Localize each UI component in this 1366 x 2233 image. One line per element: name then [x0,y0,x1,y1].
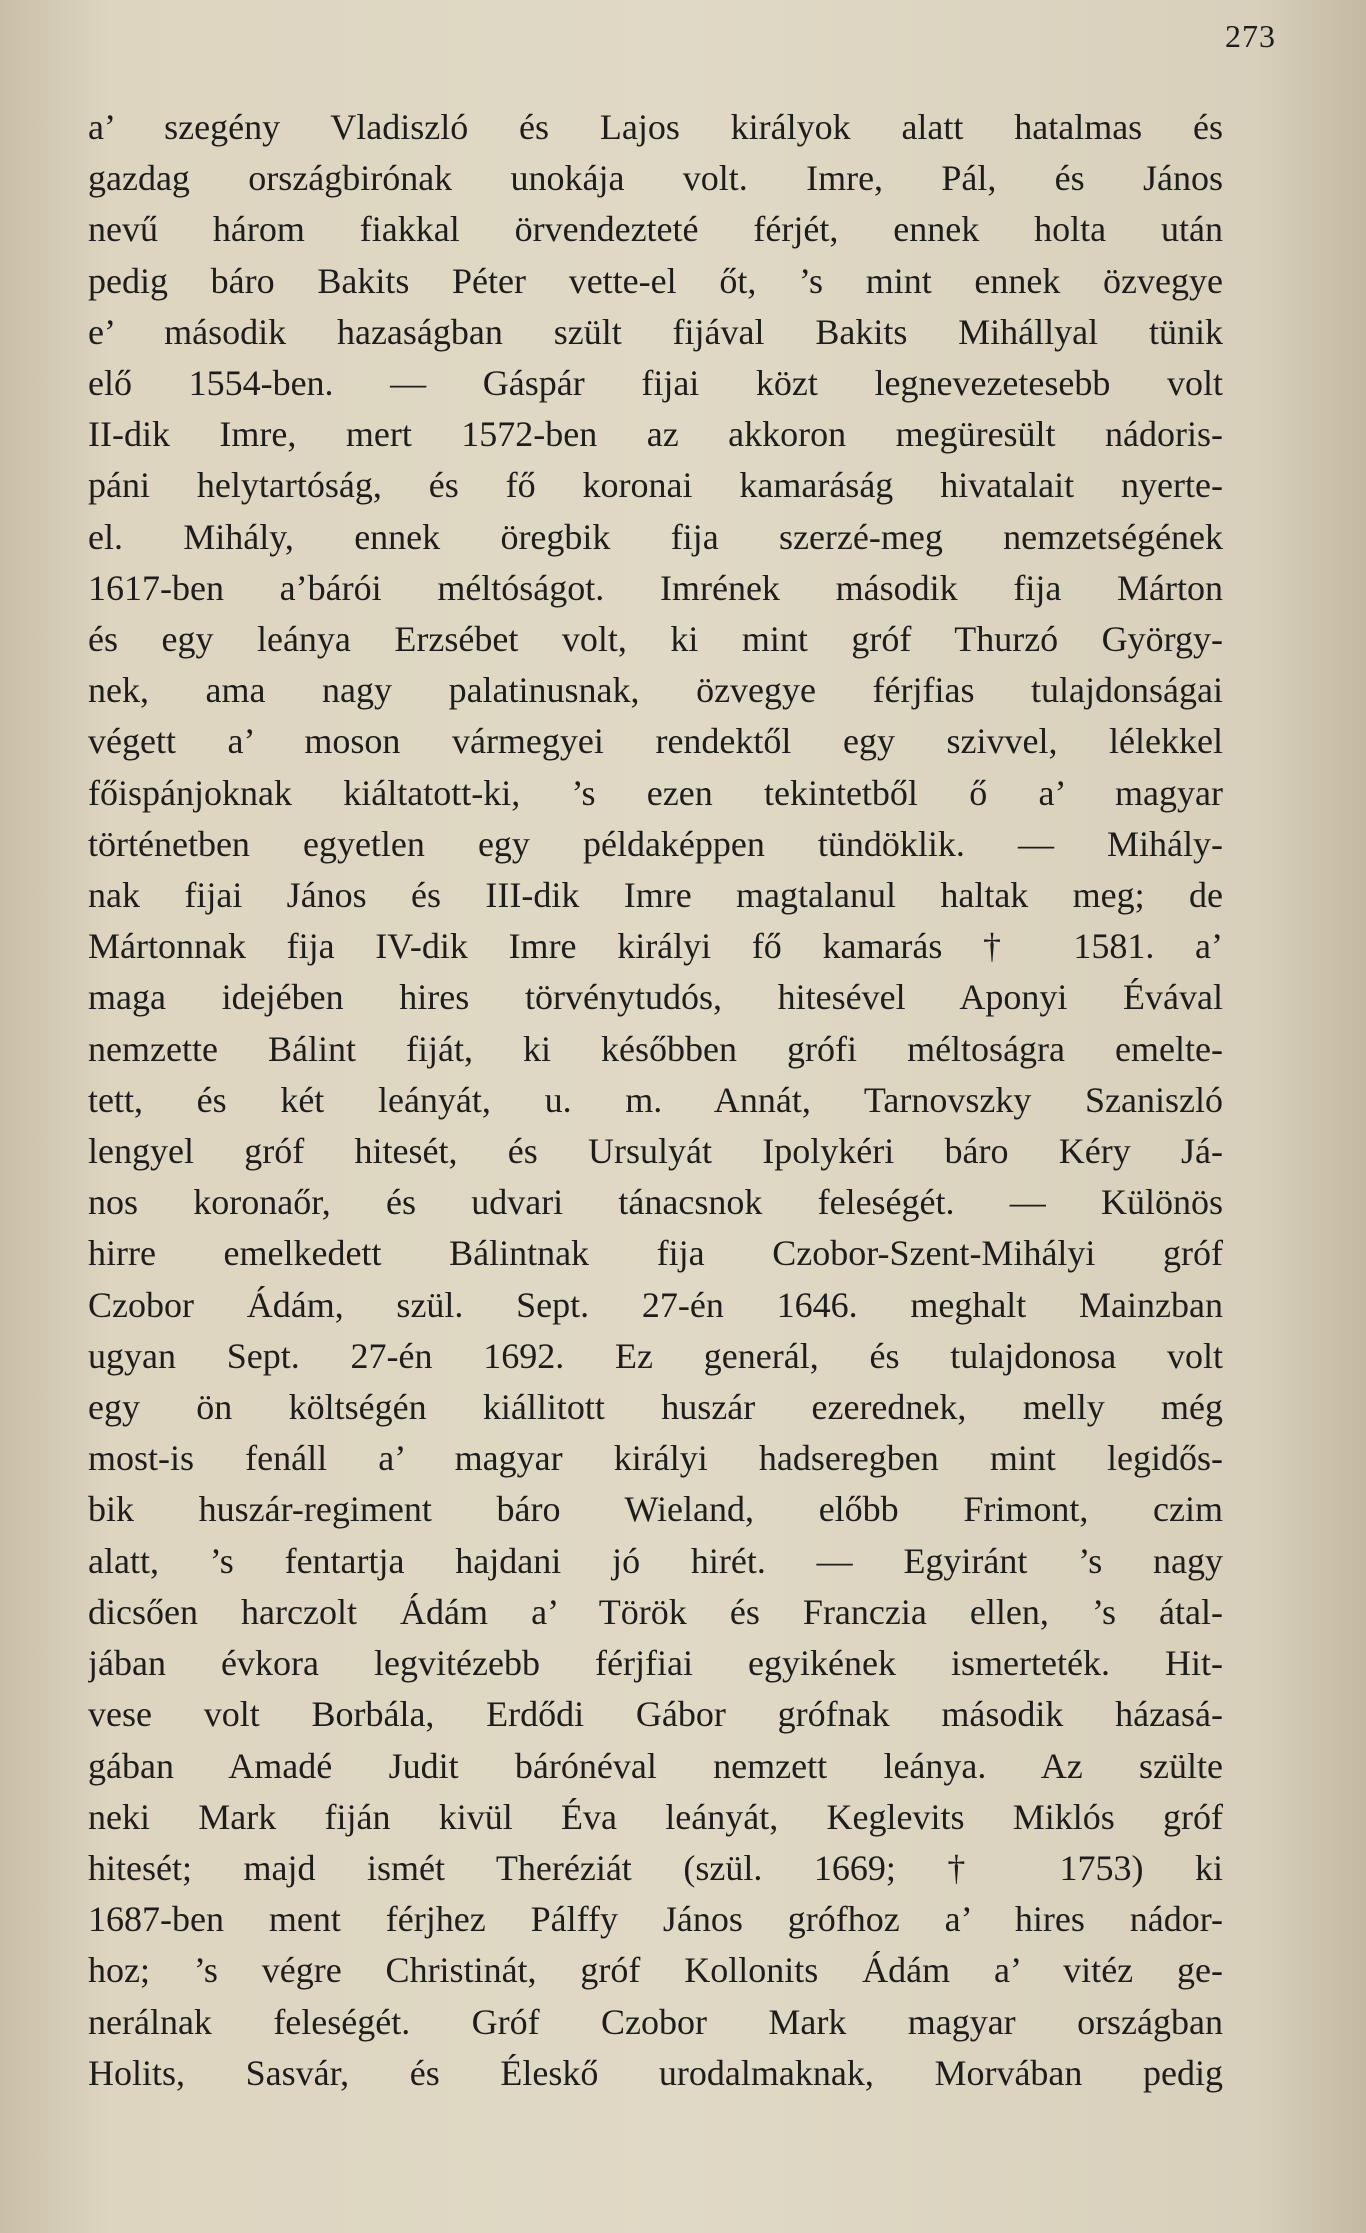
text-line: II-dik Imre, mert 1572-ben az akkoron megüresült nádoris- [88,414,1223,455]
text-line: pedig báro Bakits Péter vette-el őt, ’s mint ennek özvegye [88,260,1223,301]
text-line: hoz; ’s végre Christinát, gróf Kollonits Ádám a’ vitéz ge- [88,1950,1223,1991]
text-line: a’ szegény Vladiszló és Lajos királyok alatt hatalmas és [88,107,1223,147]
text-line: főispánjoknak kiáltatott-ki, ’s ezen tekintetből ő a’ magyar [88,772,1223,813]
text-line: vese volt Borbála, Erdődi Gábor grófnak második házasá- [88,1694,1223,1735]
text-line: Holits, Sasvár, és Éleskő urodalmaknak, Morvában pedig [88,2052,1223,2093]
text-line: végett a’ moson vármegyei rendektől egy szivvel, lélekkel [88,721,1223,762]
text-line: e’ második hazaságban szült fijával Bakits Mihállyal tünik [88,311,1223,352]
text-line: el. Mihály, ennek öregbik fija szerzé-meg nemzetségének [88,516,1223,557]
text-line: gában Amadé Judit bárónéval nemzett leánya. Az szülte [88,1745,1223,1786]
text-line: jában évkora legvitézebb férjfiai egyikének ismerteték. Hit- [88,1643,1223,1684]
text-line: páni helytartóság, és fő koronai kamaráság hivatalait nyerte- [88,465,1223,506]
text-line: egy ön költségén kiállitott huszár ezerednek, melly még [88,1387,1223,1428]
text-line: dicsően harczolt Ádám a’ Török és Franczia ellen, ’s átal- [88,1591,1223,1632]
text-line: nek, ama nagy palatinusnak, özvegye férjfias tulajdonságai [88,670,1223,711]
text-line: gazdag országbirónak unokája volt. Imre, Pál, és János [88,158,1223,199]
text-line: most-is fenáll a’ magyar királyi hadseregben mint legidős- [88,1438,1223,1479]
text-line: nemzette Bálint fiját, ki későbben grófi méltoságra emelte- [88,1028,1223,1069]
text-line: nak fijai János és III-dik Imre magtalanul haltak meg; de [88,875,1223,916]
text-line: nerálnak feleségét. Gróf Czobor Mark magyar országban [88,2001,1223,2042]
text-line: hirre emelkedett Bálintnak fija Czobor-Szent-Mihályi gróf [88,1233,1223,1274]
text-line: hitesét; majd ismét Theréziát (szül. 1669; † 1753) ki [88,1847,1223,1888]
text-line: elő 1554-ben. — Gáspár fijai közt legnevezetesebb volt [88,363,1223,404]
text-line: tett, és két leányát, u. m. Annát, Tarnovszky Szaniszló [88,1079,1223,1120]
text-line: 1617-ben a’bárói méltóságot. Imrének második fija Márton [88,567,1223,608]
text-line: és egy leánya Erzsébet volt, ki mint gróf Thurzó György- [88,619,1223,660]
text-line: bik huszár-regiment báro Wieland, előbb Frimont, czim [88,1489,1223,1530]
text-line: neki Mark fiján kivül Éva leányát, Keglevits Miklós gróf [88,1796,1223,1837]
text-line: történetben egyetlen egy példaképpen tündöklik. — Mihály- [88,823,1223,864]
text-line: nevű három fiakkal örvendeztеté férjét, ennek holta után [88,209,1223,250]
text-line: lengyel gróf hitesét, és Ursulyát Ipolykéri báro Kéry Já- [88,1131,1223,1172]
text-line: alatt, ’s fentartja hajdani jó hirét. — Egyiránt ’s nagy [88,1540,1223,1581]
body-text [88,102,1223,2099]
text-line: nos koronaőr, és udvari tánacsnok feleségét. — Különös [88,1182,1223,1223]
text-line: 1687-ben ment férjhez Pálffy János grófhoz a’ hires nádor- [88,1899,1223,1940]
page-number: 273 [1225,18,1276,54]
text-line: maga idejében hires törvénytudós, hitesével Aponyi Évával [88,977,1223,1018]
text-line: Mártonnak fija IV-dik Imre királyi fő kamarás † 1581. a’ [88,926,1223,967]
text-line: ugyan Sept. 27-én 1692. Ez generál, és tulajdonosa volt [88,1335,1223,1376]
text-line: Czobor Ádám, szül. Sept. 27-én 1646. meghalt Mainzban [88,1284,1223,1325]
